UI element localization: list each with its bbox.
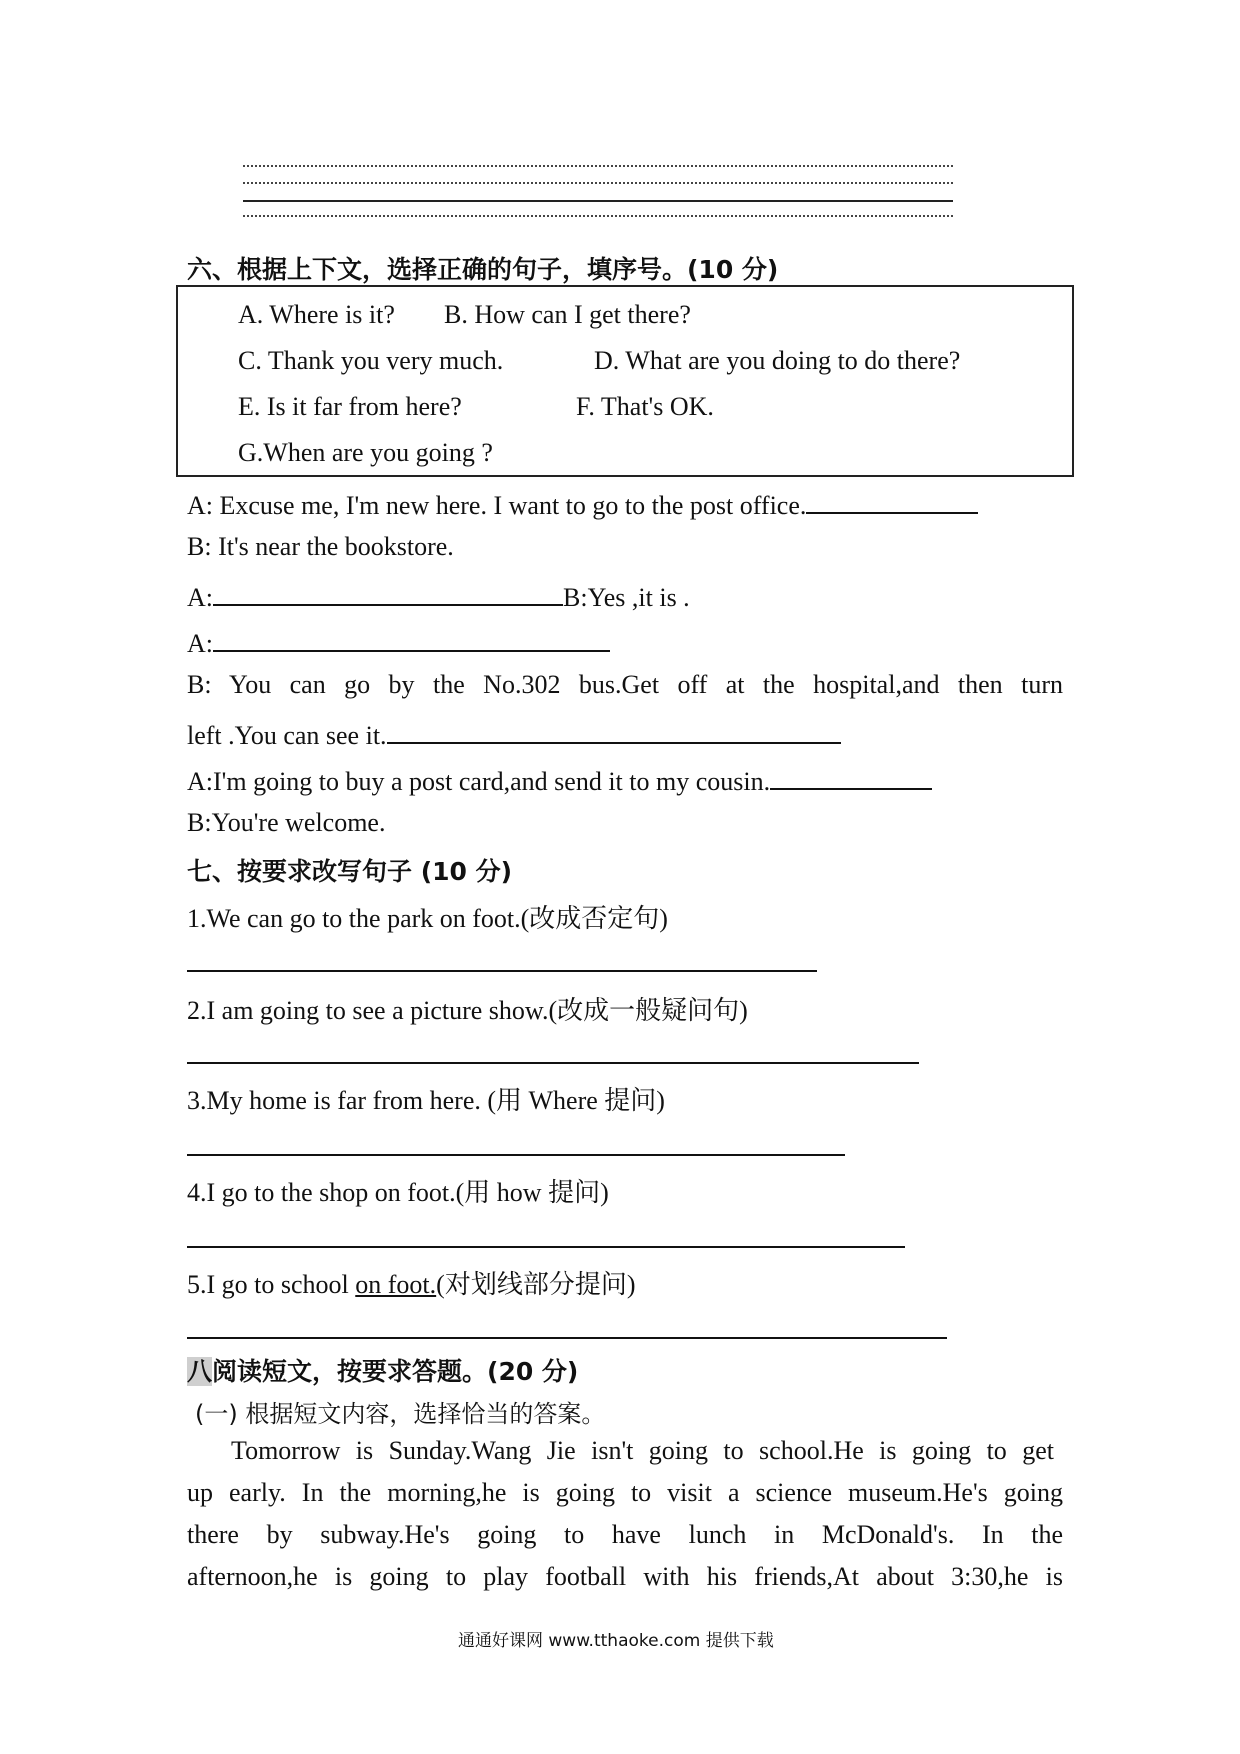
section-8-number: 八 [187, 1357, 213, 1386]
dialogue-line-2: B: It's near the bookstore. [187, 532, 454, 561]
answer-line-3[interactable] [187, 1154, 845, 1156]
answer-line-5[interactable] [187, 1337, 947, 1339]
answer-blank-2[interactable] [213, 578, 563, 606]
question-2: 2.I am going to see a picture show.(改成一般疑问句) [187, 996, 748, 1025]
answer-blank-1[interactable] [806, 486, 978, 514]
question-5 [187, 1264, 635, 1301]
question-4: 4.I go to the shop on foot.(用 how 提问) [187, 1178, 609, 1207]
writing-line-1 [243, 165, 953, 167]
answer-blank-3[interactable] [213, 624, 610, 652]
passage-line-2: up early. In the morning,he is going to visit a science museum.He's going [187, 1478, 1063, 1507]
section-7-title: 七、按要求改写句子 (10 分) [187, 857, 513, 886]
passage-line-3: there by subway.He's going to have lunch in McDonald's. In the [187, 1520, 1063, 1549]
dialogue-line-5: B: You can go by the No.302 bus.Get off at the hospital,and then turn [187, 670, 1063, 699]
answer-blank-4[interactable] [387, 716, 841, 744]
section-8-subtitle: (一) 根据短文内容，选择恰当的答案。 [195, 1400, 606, 1428]
passage-line-1: Tomorrow is Sunday.Wang Jie isn't going to school.He is going to get [231, 1436, 1054, 1465]
dialogue-line-1-text: A: Excuse me, I'm new here. I want to go to the post office. [187, 491, 807, 520]
passage-line-4: afternoon,he is going to play football with his friends,At about 3:30,he is [187, 1562, 1063, 1591]
dialogue-line-3-reply: B:Yes ,it is . [563, 583, 690, 612]
question-3: 3.My home is far from here. (用 Where 提问) [187, 1086, 665, 1115]
option-e: E. Is it far from here? [238, 392, 462, 421]
writing-line-4 [243, 215, 953, 217]
question-5-text: 5.I go to school [187, 1270, 356, 1299]
dialogue-line-7 [187, 762, 932, 797]
option-d: D. What are you doing to do there? [594, 346, 961, 375]
question-5-instruction: (对划线部分提问) [436, 1270, 636, 1299]
dialogue-line-3-speaker: A: [187, 583, 213, 612]
dialogue-line-4-speaker: A: [187, 629, 213, 658]
section-8-title [187, 1352, 578, 1388]
footer-watermark: 通通好课网 www.tthaoke.com 提供下载 [458, 1631, 774, 1651]
option-g: G.When are you going ? [238, 438, 493, 467]
answer-line-2[interactable] [187, 1062, 919, 1064]
dialogue-line-3 [187, 578, 690, 613]
option-c: C. Thank you very much. [238, 346, 504, 375]
option-b: B. How can I get there? [444, 300, 691, 329]
question-1: 1.We can go to the park on foot.(改成否定句) [187, 904, 668, 933]
writing-line-3 [243, 200, 953, 202]
section-6-title: 六、根据上下文，选择正确的句子，填序号。(10 分) [187, 255, 779, 284]
answer-line-4[interactable] [187, 1246, 905, 1248]
option-a: A. Where is it? [238, 300, 395, 329]
answer-line-1[interactable] [187, 970, 817, 972]
question-5-underlined: on foot. [355, 1270, 437, 1299]
dialogue-line-1 [187, 486, 978, 521]
dialogue-line-4 [187, 624, 610, 659]
dialogue-line-7-text: A:I'm going to buy a post card,and send it to my cousin. [187, 767, 771, 796]
dialogue-line-8: B:You're welcome. [187, 808, 386, 837]
dialogue-line-6-text: left .You can see it. [187, 721, 387, 750]
dialogue-line-6 [187, 716, 841, 751]
option-f: F. That's OK. [576, 392, 714, 421]
section-8-title-text: 阅读短文，按要求答题。(20 分) [212, 1357, 579, 1386]
writing-line-2 [243, 182, 953, 184]
answer-blank-5[interactable] [770, 762, 932, 790]
